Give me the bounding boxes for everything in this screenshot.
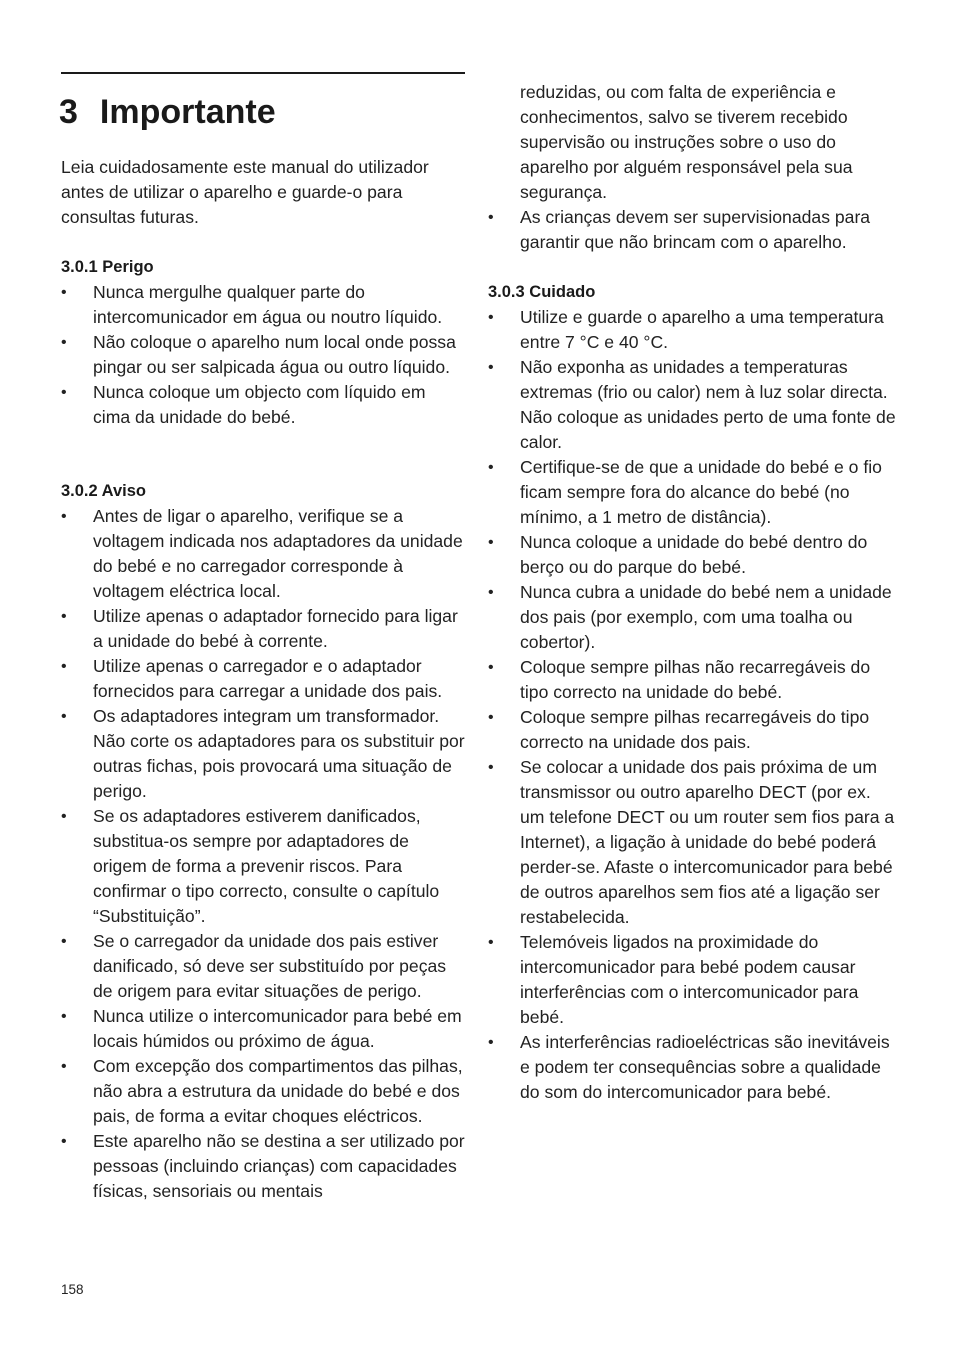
list-item: • Se colocar a unidade dos pais próxima de um transmissor ou outro aparelho DECT (por ex. um telefone DECT ou um router sem fios para a Internet), a ligação à unidade do bebé poderá perder-se. Afaste o intercomunicador para bebé de outros aparelhos sem fios até a ligação ser restabelecida.	[488, 755, 898, 930]
section-aviso-continued	[488, 80, 898, 255]
list-item: • Não exponha as unidades a temperaturas extremas (frio ou calor) nem à luz solar directa. Não coloque as unidades perto de uma fonte de calor.	[488, 355, 898, 455]
chapter-number: 3	[59, 93, 78, 131]
section-cuidado	[488, 280, 898, 1105]
page-number: 158	[61, 1282, 84, 1297]
list-item: • Certifique-se de que a unidade do bebé e o fio ficam sempre fora do alcance do bebé (no mínimo, a 1 metro de distância).	[488, 455, 898, 530]
list-item: • Nunca mergulhe qualquer parte do intercomunicador em água ou noutro líquido.	[61, 280, 466, 330]
list-item: • Nunca utilize o intercomunicador para bebé em locais húmidos ou próximo de água.	[61, 1004, 466, 1054]
section-heading-perigo: 3.0.1 Perigo	[61, 258, 154, 276]
list-item: • Utilize e guarde o aparelho a uma temperatura entre 7 °C e 40 °C.	[488, 305, 898, 355]
section-heading-aviso: 3.0.2 Aviso	[61, 482, 146, 500]
page-title	[59, 92, 276, 132]
aviso-list-continued	[488, 205, 898, 255]
list-item: • Nunca coloque um objecto com líquido em cima da unidade do bebé.	[61, 380, 466, 430]
list-item: • Se o carregador da unidade dos pais estiver danificado, só deve ser substituído por peças de origem para evitar situações de perigo.	[61, 929, 466, 1004]
list-item: • As crianças devem ser supervisionadas para garantir que não brincam com o aparelho.	[488, 205, 898, 255]
section-heading-cuidado: 3.0.3 Cuidado	[488, 283, 596, 301]
list-item: • Coloque sempre pilhas recarregáveis do tipo correcto na unidade dos pais.	[488, 705, 898, 755]
chapter-title: Importante	[99, 93, 276, 131]
section-aviso	[61, 479, 466, 1204]
list-item: • Coloque sempre pilhas não recarregáveis do tipo correcto na unidade do bebé.	[488, 655, 898, 705]
list-item-continuation: reduzidas, ou com falta de experiência e conhecimentos, salvo se tiverem recebido supervisão ou instruções sobre o uso do aparelho por alguém responsável pela sua segurança.	[520, 82, 853, 202]
list-item: • Nunca cubra a unidade do bebé nem a unidade dos pais (por exemplo, com uma toalha ou cobertor).	[488, 580, 898, 655]
list-item: • Os adaptadores integram um transformador. Não corte os adaptadores para os substituir por outras fichas, pois provocará uma situação de perigo.	[61, 704, 466, 804]
aviso-list	[61, 504, 466, 1204]
list-item: • Telemóveis ligados na proximidade do intercomunicador para bebé podem causar interferências com o intercomunicador para bebé.	[488, 930, 898, 1030]
list-item: • As interferências radioeléctricas são inevitáveis e podem ter consequências sobre a qualidade do som do intercomunicador para bebé.	[488, 1030, 898, 1105]
list-item: • Não coloque o aparelho num local onde possa pingar ou ser salpicada água ou outro líquido.	[61, 330, 466, 380]
list-item: • Antes de ligar o aparelho, verifique se a voltagem indicada nos adaptadores da unidade do bebé e no carregador corresponde à voltagem eléctrica local.	[61, 504, 466, 604]
list-item: • Se os adaptadores estiverem danificados, substitua-os sempre por adaptadores de origem de forma a prevenir riscos. Para confirmar o tipo correcto, consulte o capítulo “Substituição”.	[61, 804, 466, 929]
list-item: • Utilize apenas o adaptador fornecido para ligar a unidade do bebé à corrente.	[61, 604, 466, 654]
header-rule	[61, 72, 465, 74]
list-item: • Este aparelho não se destina a ser utilizado por pessoas (incluindo crianças) com capacidades físicas, sensoriais ou mentais	[61, 1129, 466, 1204]
cuidado-list	[488, 305, 898, 1105]
perigo-list	[61, 280, 466, 430]
intro-paragraph: Leia cuidadosamente este manual do utilizador antes de utilizar o aparelho e guarde-o para consultas futuras.	[61, 157, 429, 227]
list-item: • Nunca coloque a unidade do bebé dentro do berço ou do parque do bebé.	[488, 530, 898, 580]
section-perigo	[61, 255, 466, 430]
list-item: • Com excepção dos compartimentos das pilhas, não abra a estrutura da unidade do bebé e dos pais, de forma a evitar choques eléctricos.	[61, 1054, 466, 1129]
list-item: • Utilize apenas o carregador e o adaptador fornecidos para carregar a unidade dos pais.	[61, 654, 466, 704]
